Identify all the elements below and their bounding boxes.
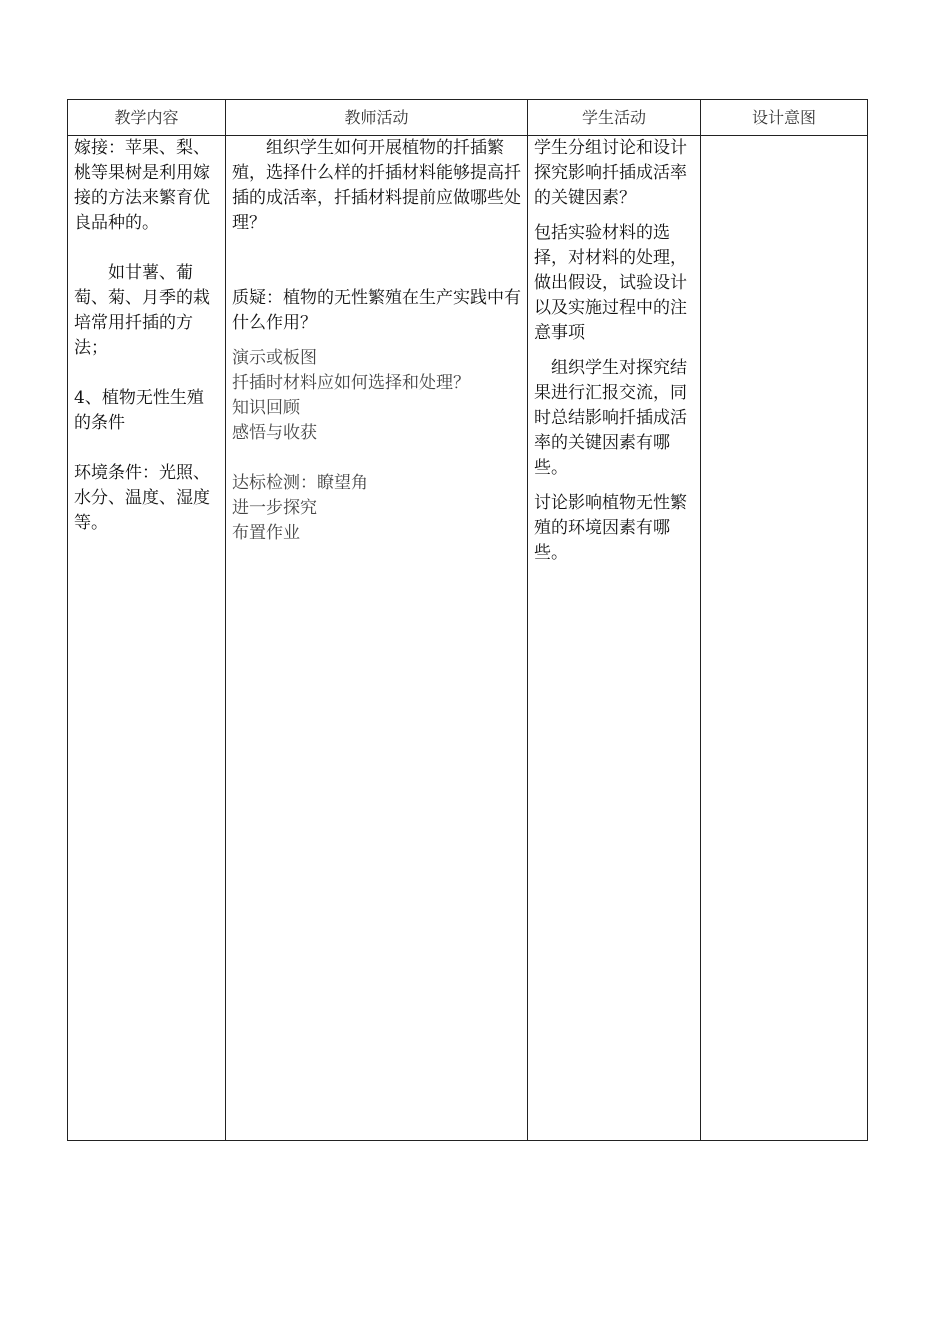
student-cell (528, 136, 701, 1141)
lesson-plan-table (67, 99, 868, 1141)
intent-cell (701, 136, 868, 1141)
content-cell (68, 136, 226, 1141)
teacher-explore: 进一步探究 (232, 498, 317, 518)
student-environment: 讨论影响植物无性繁殖的环境因素有哪些。 (534, 493, 687, 563)
student-report: 组织学生对探究结果进行汇报交流，同时总结影响扦插成活率的关键因素有哪些。 (534, 358, 687, 478)
teacher-homework: 布置作业 (232, 523, 300, 543)
header-teacher: 教师活动 (226, 100, 528, 136)
teacher-cell (226, 136, 528, 1141)
teacher-reflection: 感悟与收获 (232, 423, 317, 443)
teacher-demo: 演示或板图 (232, 348, 317, 368)
teacher-question: 质疑：植物的无性繁殖在生产实践中有什么作用？ (232, 288, 521, 333)
student-discuss-design: 学生分组讨论和设计探究影响扦插成活率的关键因素？ (534, 138, 687, 208)
teacher-review: 知识回顾 (232, 398, 300, 418)
header-intent: 设计意图 (701, 100, 868, 136)
header-row (68, 100, 868, 136)
header-content: 教学内容 (68, 100, 226, 136)
teacher-material-question: 扦插时材料应如何选择和处理？ (232, 373, 470, 393)
content-cutting: 如甘薯、葡萄、菊、月季的栽培常用扦插的方法； (74, 263, 210, 358)
teacher-test: 达标检测：瞭望角 (232, 473, 368, 493)
body-row (68, 136, 868, 1141)
content-environment: 环境条件：光照、水分、温度、湿度等。 (74, 463, 210, 533)
content-grafting: 嫁接：苹果、梨、桃等果树是利用嫁接的方法来繁育优良品种的。 (74, 138, 210, 233)
content-conditions-title: 4、植物无性生殖的条件 (74, 388, 204, 433)
header-student: 学生活动 (528, 100, 701, 136)
student-includes: 包括实验材料的选择，对材料的处理，做出假设，试验设计以及实施过程中的注意事项 (534, 223, 687, 343)
teacher-organize: 组织学生如何开展植物的扦插繁殖，选择什么样的扦插材料能够提高扦插的成活率，扦插材料提前应做哪些处理？ (232, 138, 521, 233)
